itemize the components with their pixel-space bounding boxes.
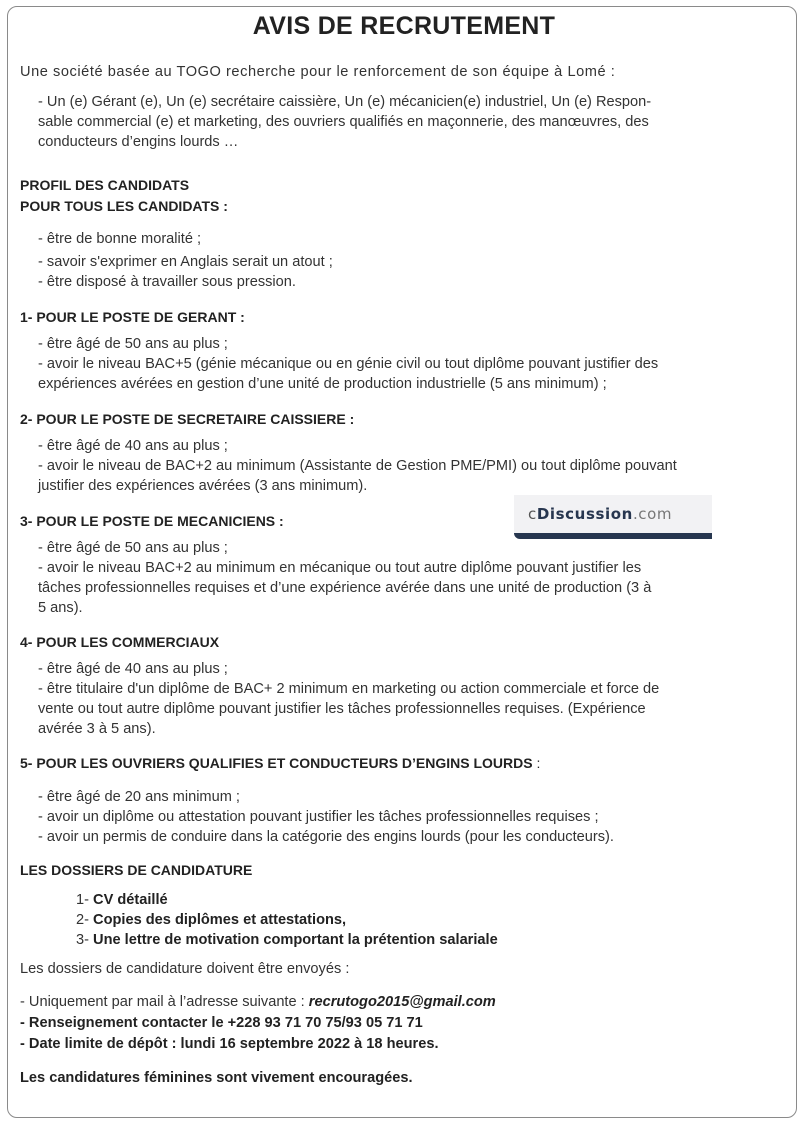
positions-line: sable commercial (e) et marketing, des ouvriers qualifiés en maçonnerie, des manœuvres, des — [38, 114, 649, 130]
positions-list — [38, 92, 782, 152]
logo-text-brand: Discussion — [536, 505, 633, 523]
requirement-item: - être de bonne moralité ; — [38, 231, 202, 247]
section-mecaniciens-heading: 3- POUR LE POSTE DE MECANICIENS : — [20, 513, 284, 529]
dossier-item-text: Une lettre de motivation comportant la prétention salariale — [93, 932, 498, 948]
requirement-item: 5 ans). — [38, 600, 83, 616]
dossier-item-number: 2- — [76, 912, 89, 928]
email-line — [20, 992, 496, 1012]
dossier-item — [76, 910, 498, 930]
section-ouvriers-heading-colon: : — [532, 755, 541, 771]
requirement-item: - avoir un diplôme ou attestation pouvant justifier les tâches professionnelles requises ; — [38, 809, 599, 825]
contact-phone: - Renseignement contacter le +228 93 71 70 75/93 05 71 71 — [20, 1015, 423, 1031]
section-ouvriers-body — [38, 787, 782, 847]
profil-requirements — [38, 227, 782, 291]
email-address[interactable]: recrutogo2015@gmail.com — [308, 994, 496, 1010]
logo-text-suffix: .com — [632, 505, 673, 523]
requirement-item: - avoir un permis de conduire dans la catégorie des engins lourds (pour les conducteurs). — [38, 829, 614, 845]
requirement-item: expériences avérées en gestion d’une unité de production industrielle (5 ans minimum) ; — [38, 376, 607, 392]
dossier-item-number: 1- — [76, 892, 89, 908]
requirement-item: - être âgé de 20 ans minimum ; — [38, 789, 240, 805]
all-candidates-heading: POUR TOUS LES CANDIDATS : — [20, 198, 228, 214]
section-gerant-heading: 1- POUR LE POSTE DE GERANT : — [20, 309, 245, 325]
dossier-item-number: 3- — [76, 932, 89, 948]
requirement-item: - être âgé de 40 ans au plus ; — [38, 438, 228, 454]
section-secretaire-heading: 2- POUR LE POSTE DE SECRETAIRE CAISSIERE : — [20, 411, 355, 427]
dossiers-heading: LES DOSSIERS DE CANDIDATURE — [20, 862, 253, 878]
intro-text: Une société basée au TOGO recherche pour le renforcement de son équipe à Lomé : — [20, 64, 616, 80]
requirement-item: tâches professionnelles requises et d’une expérience avérée dans une unité de production (3 à — [38, 580, 652, 596]
section-commerciaux-body — [38, 659, 782, 739]
requirement-item: vente ou tout autre diplôme pouvant justifier les tâches professionnelles requises. (Expérience — [38, 701, 646, 717]
section-secretaire-body — [38, 436, 782, 496]
requirement-item: justifier des expériences avérées (3 ans minimum). — [38, 478, 368, 494]
section-ouvriers-heading — [20, 753, 540, 773]
section-mecaniciens-body — [38, 538, 782, 618]
deadline: - Date limite de dépôt : lundi 16 septembre 2022 à 18 heures. — [20, 1036, 439, 1052]
dossier-item-text: CV détaillé — [93, 892, 168, 908]
section-commerciaux-heading: 4- POUR LES COMMERCIAUX — [20, 634, 220, 650]
email-prefix: - Uniquement par mail à l’adresse suivante : — [20, 994, 309, 1010]
cdiscussion-logo — [514, 495, 712, 543]
requirement-item: - être âgé de 50 ans au plus ; — [38, 336, 228, 352]
requirement-item: - être titulaire d'un diplôme de BAC+ 2 minimum en marketing ou action commerciale et force de — [38, 681, 660, 697]
logo-text-prefix: c — [528, 505, 537, 523]
positions-line: - Un (e) Gérant (e), Un (e) secrétaire caissière, Un (e) mécanicien(e) industriel, Un (e) Respon- — [38, 94, 652, 110]
dossier-item — [76, 890, 498, 910]
section-gerant-body — [38, 334, 782, 394]
requirement-item: - être disposé à travailler sous pression. — [38, 274, 296, 290]
requirement-item: - avoir le niveau BAC+2 au minimum en mécanique ou tout autre diplôme pouvant justifier les — [38, 560, 642, 576]
requirement-item: - être âgé de 40 ans au plus ; — [38, 661, 228, 677]
profil-heading: PROFIL DES CANDIDATS — [20, 177, 190, 193]
dossier-item-text: Copies des diplômes et attestations, — [93, 912, 347, 928]
requirement-item: - avoir le niveau de BAC+2 au minimum (Assistante de Gestion PME/PMI) ou tout diplôme pouvant — [38, 458, 677, 474]
requirement-item: - avoir le niveau BAC+5 (génie mécanique ou en génie civil ou tout diplôme pouvant justifier des — [38, 356, 659, 372]
logo-text — [528, 505, 672, 523]
positions-line: conducteurs d’engins lourds … — [38, 134, 239, 150]
requirement-item: - savoir s'exprimer en Anglais serait un atout ; — [38, 254, 333, 270]
send-instructions: Les dossiers de candidature doivent être envoyés : — [20, 961, 350, 977]
section-ouvriers-heading-text: 5- POUR LES OUVRIERS QUALIFIES ET CONDUCTEURS D’ENGINS LOURDS — [20, 755, 533, 771]
dossiers-list — [76, 890, 498, 950]
closing-note: Les candidatures féminines sont vivement encouragées. — [20, 1070, 413, 1086]
dossier-item — [76, 930, 498, 950]
document-title: AVIS DE RECRUTEMENT — [252, 12, 556, 40]
requirement-item: - être âgé de 50 ans au plus ; — [38, 540, 228, 556]
requirement-item: avérée 3 à 5 ans). — [38, 721, 156, 737]
